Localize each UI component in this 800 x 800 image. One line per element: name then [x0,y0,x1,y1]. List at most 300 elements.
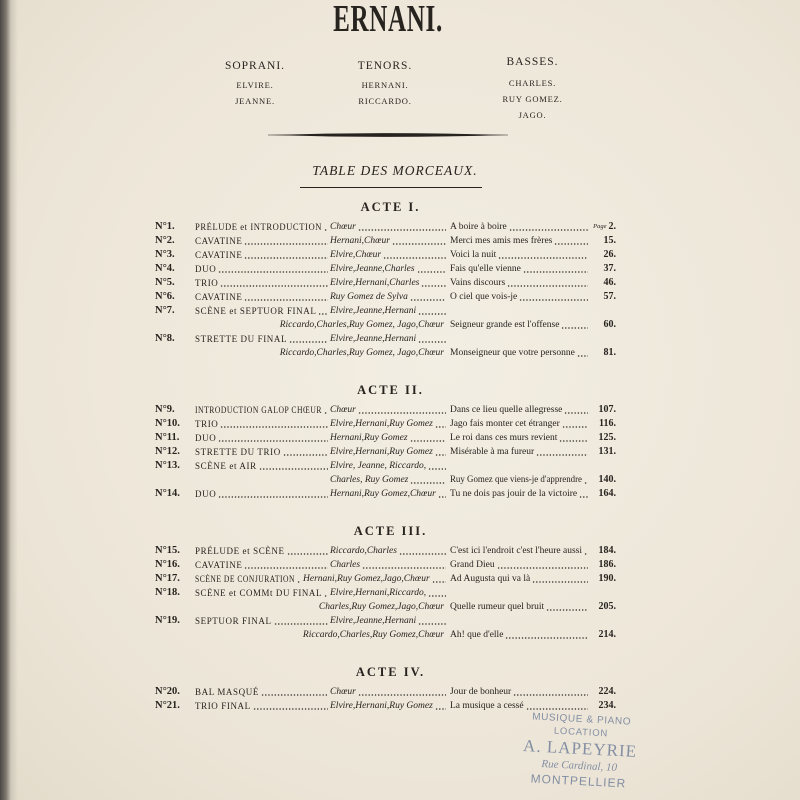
piece-row [155,290,616,304]
dot-leader [428,468,446,470]
dot-leader [432,581,446,583]
dot-leader [421,285,446,287]
role-name: JAGO. [518,110,547,120]
page-number-cell [590,558,616,572]
piece-number-cell [155,473,195,487]
piece-title: TRIO FINAL [195,701,251,711]
dot-leader [261,694,328,696]
stamp-address: Rue Cardinal, 10 [541,758,618,774]
dot-leader [358,412,446,414]
piece-number-cell [155,290,195,304]
piece-incipit-cell [448,248,590,262]
piece-incipit: Jago fais monter cet étranger [450,419,560,429]
page-number-cell [590,431,616,445]
piece-voices-continuation: Riccardo,Charles,Ruy Gomez,Chœur [302,630,444,640]
piece-row-continuation [155,346,616,360]
piece-title-cell [195,572,303,586]
piece-incipit-cell [448,431,590,445]
piece-title-cell [195,262,330,276]
voice-type-heading: TENORS. [357,60,413,72]
dot-leader [438,496,446,498]
act-section [155,518,616,642]
page-number: 107. [598,404,616,415]
dot-leader [435,708,446,710]
act-section [155,194,616,360]
piece-incipit-cell [448,445,590,459]
piece-row [155,220,616,234]
page-number: 131. [598,446,616,457]
dot-leader [244,567,328,569]
piece-incipit-cell [448,685,590,699]
piece-row-continuation [155,473,616,487]
piece-number: N°16. [155,559,180,570]
act-heading: ACTE IV. [355,665,426,679]
page-number-cell [590,403,616,417]
page-number: 116. [599,418,616,429]
dot-leader [561,327,588,329]
dot-leader [218,496,328,498]
dealer-stamp [503,709,657,793]
page-number: 140. [598,474,616,485]
dot-leader [584,482,588,484]
piece-title-cell [195,586,330,600]
dot-leader [392,243,446,245]
piece-incipit-cell [448,586,590,600]
piece-number-cell [155,403,195,417]
piece-voices-cell [330,699,448,713]
dot-leader [410,482,446,484]
piece-voices-cell [330,248,448,262]
piece-incipit: Jour de bonheur [450,687,512,697]
page-number-cell [590,234,616,248]
piece-number-cell [155,586,195,600]
piece-title: DUO [195,489,217,499]
piece-number-cell [155,431,195,445]
page-number: 46. [603,277,616,288]
piece-title: PRÉLUDE et SCÈNE [195,546,285,556]
dot-leader [554,243,588,245]
piece-incipit-cell [448,346,590,360]
page-number: 184. [598,545,616,556]
piece-incipit-cell [448,290,590,304]
piece-row [155,572,616,586]
piece-voices: Elvire,Hernani,Ruy Gomez [330,419,433,429]
dot-leader [244,257,328,259]
piece-voices-continuation: Riccardo,Charles,Ruy Gomez, Jago,Chœur [279,348,444,358]
dot-leader [498,257,588,259]
page-number: 205. [598,601,616,612]
piece-number-cell [155,304,195,318]
dot-leader [559,440,588,442]
act-heading: ACTE III. [353,524,428,538]
act-heading: ACTE I. [360,200,421,214]
piece-row [155,332,616,346]
piece-voices: Hernani,Ruy Gomez [330,433,408,443]
piece-title-cell [195,290,330,304]
piece-title-cell [195,445,330,459]
piece-row-continuation [155,600,616,614]
piece-title-cell [195,685,330,699]
dot-leader [383,257,446,259]
piece-number-cell [155,558,195,572]
piece-number-cell [155,276,195,290]
page-number-cell [590,473,616,487]
page-number: 57. [603,291,616,302]
piece-incipit: Grand Dieu [450,560,495,570]
piece-incipit: Merci mes amis mes frères [450,236,553,246]
piece-title: BAL MASQUÉ [195,687,259,697]
piece-voices-cell [330,276,448,290]
piece-title-cell [195,220,330,234]
piece-incipit: Monseigneur que votre personne [450,348,575,358]
piece-voices: Hernani,Ruy Gomez,Jago,Chœur [303,574,430,584]
piece-voices: Hernani,Ruy Gomez,Chœur [330,489,436,499]
piece-number: N°4. [155,263,175,274]
piece-number: N°17. [155,573,180,584]
piece-title-cell [195,417,330,431]
piece-number-cell [155,544,195,558]
piece-voices: Ruy Gomez de Sylva [330,292,408,302]
piece-voices-cell [330,459,448,473]
piece-incipit: Fais qu'elle vienne [450,264,521,274]
piece-title: STRETTE DU FINAL [195,334,288,344]
voice-type-heading: SOPRANI. [224,60,286,72]
piece-number: N°6. [155,291,175,302]
piece-incipit-cell [448,572,590,586]
dot-leader [435,454,446,456]
piece-incipit-cell [448,304,590,318]
piece-number: N°7. [155,305,175,316]
page-number-cell [590,318,616,332]
dot-leader [513,694,588,696]
piece-incipit-cell [448,276,590,290]
page-number-cell [590,699,616,713]
role-list [195,77,315,109]
stamp-city: MONTPELLIER [530,771,627,791]
piece-row-continuation [155,628,616,642]
dot-leader [417,271,446,273]
piece-number-cell [155,318,195,332]
page-number: 164. [598,488,616,499]
dot-leader [274,623,328,625]
piece-voices: Elvire, Jeanne, Riccardo, [330,461,427,471]
piece-voices-cell [330,417,448,431]
page-number-cell [590,459,616,473]
voice-type-heading: BASSES. [506,56,559,68]
page-number: 190. [598,573,616,584]
piece-incipit-cell [448,403,590,417]
page-number: 214. [598,629,616,640]
dot-leader [253,708,328,710]
page-number-cell [590,572,616,586]
dot-leader [244,299,328,301]
piece-voices: Elvire,Hernani,Ruy Gomez [330,447,433,457]
piece-title: SCÈNE et AIR [195,461,257,471]
page-number: 15. [603,235,616,246]
piece-number: N°20. [155,686,180,697]
act-section [155,659,616,713]
dot-leader [318,313,328,315]
dot-leader [546,609,588,611]
piece-incipit-cell [448,628,590,642]
page-number-cell [590,614,616,628]
dot-leader [358,694,446,696]
piece-voices-cell [330,403,448,417]
dot-leader [562,426,588,428]
dot-leader [283,454,328,456]
page-number-cell [590,445,616,459]
piece-title: SCÈNE et SEPTUOR FINAL [195,306,317,316]
page-number-cell [590,290,616,304]
piece-number-cell [155,699,195,713]
piece-incipit-cell [448,262,590,276]
piece-number: N°14. [155,488,180,499]
page-number-cell [590,332,616,346]
piece-incipit-cell [448,318,590,332]
dot-leader [523,271,588,273]
piece-voices-cell [330,220,448,234]
dot-leader [532,581,588,583]
page-number-cell [590,304,616,318]
piece-number: N°2. [155,235,175,246]
piece-incipit: O ciel que vois-je [450,292,518,302]
piece-incipit: La musique a cessé [450,701,524,711]
dot-leader [497,567,588,569]
piece-row [155,544,616,558]
piece-incipit-cell [448,234,590,248]
piece-number: N°3. [155,249,175,260]
piece-number: N°8. [155,333,175,344]
page-number-cell [590,262,616,276]
piece-number-cell [155,600,195,614]
piece-voices: Elvire,Hernani,Charles [330,278,420,288]
act-section [155,377,616,501]
dot-leader [505,637,588,639]
piece-incipit-cell [448,600,590,614]
piece-number: N°5. [155,277,175,288]
piece-row [155,262,616,276]
piece-number-cell [155,332,195,346]
piece-number: N°11. [155,432,180,443]
dot-leader [428,595,446,597]
piece-incipit: C'est ici l'endroit c'est l'heure aussi [450,546,582,556]
page-number: 37. [603,263,616,274]
dot-leader [289,341,328,343]
piece-title: CAVATINE [195,560,243,570]
piece-row [155,445,616,459]
piece-number-cell [155,346,195,360]
stamp-dealer-name: A. LAPEYRIE [522,736,638,761]
piece-row [155,403,616,417]
piece-voices: Elvire,Hernani,Ruy Gomez [330,701,433,711]
decorative-rule [268,128,508,142]
piece-title: DUO [195,433,217,443]
dot-leader [507,285,588,287]
dot-leader [287,553,328,555]
piece-voices: Riccardo,Charles [330,546,397,556]
piece-voices: Elvire,Jeanne,Hernani [330,616,417,626]
piece-title-cell [195,431,330,445]
piece-number-cell [155,572,195,586]
piece-number: N°19. [155,615,180,626]
piece-voices-cell [330,586,448,600]
piece-voices-cell [330,332,448,346]
page-number: 60. [603,319,616,330]
piece-row [155,234,616,248]
heading-underline [300,187,482,188]
role-name: RICCARDO. [358,96,412,106]
page-number-cell [590,628,616,642]
piece-row [155,487,616,501]
dot-leader [410,299,446,301]
piece-row [155,431,616,445]
page-number-cell [590,220,616,234]
piece-incipit-cell [448,487,590,501]
piece-incipit-cell [448,332,590,346]
piece-voices-continuation: Charles, Ruy Gomez [330,475,409,485]
piece-incipit: Dans ce lieu quelle allegresse [450,405,563,415]
piece-title-cell [195,544,330,558]
piece-title: DUO [195,264,217,274]
piece-number-cell [155,614,195,628]
piece-incipit: Tu ne dois pas jouir de la victoire [450,489,578,499]
role-name: CHARLES. [508,78,557,88]
piece-incipit-cell [448,417,590,431]
dot-leader [324,229,328,231]
piece-number: N°13. [155,460,180,471]
piece-incipit: Misérable à ma fureur [450,447,535,457]
piece-incipit: Ruy Gomez que viens-je d'apprendre [450,475,582,485]
page-number-cell [590,600,616,614]
page-number: 2. [608,221,616,232]
piece-voices-cell [330,431,448,445]
piece-title: SCÈNE et COMMt DU FINAL [195,588,322,598]
dot-leader [564,412,588,414]
piece-voices: Chœur [330,405,356,415]
stamp-line: LOCATION [553,725,609,740]
dot-leader [519,299,588,301]
piece-incipit: Ad Augusta qui va là [450,574,531,584]
act-heading: ACTE II. [357,383,424,397]
piece-number: N°18. [155,587,180,598]
page-number: 224. [598,686,616,697]
role-name: HERNANI. [361,80,409,90]
piece-incipit-cell [448,220,590,234]
piece-title: SCÈNE DE CONJURATION [195,574,295,584]
piece-title: SEPTUOR FINAL [195,616,272,626]
piece-voices: Elvire,Chœur [330,250,382,260]
dot-leader [259,468,328,470]
dot-leader [218,440,328,442]
dot-leader [220,426,328,428]
piece-voices-continuation-cell [195,473,448,487]
piece-number: N°1. [155,221,175,232]
piece-incipit: Seigneur grande est l'offense [450,320,560,330]
piece-title: INTRODUCTION GALOP CHŒUR [195,405,322,415]
dot-leader [509,229,588,231]
piece-incipit: Voici la nuit [450,250,497,260]
piece-number-cell [155,628,195,642]
page-number-cell [590,586,616,600]
piece-voices-cell [330,290,448,304]
piece-title-cell [195,234,330,248]
piece-voices-continuation-cell [195,628,448,642]
role-list [325,77,445,109]
piece-title-cell [195,332,330,346]
role-name: RUY GOMEZ. [502,94,563,104]
piece-number: N°9. [155,404,175,415]
piece-voices-continuation: Riccardo,Charles,Ruy Gomez, Jago,Chœur [279,320,444,330]
piece-row [155,685,616,699]
dot-leader [244,243,328,245]
piece-incipit-cell [448,558,590,572]
page-label: Page [593,223,607,230]
page-number-cell [590,248,616,262]
piece-row [155,614,616,628]
opera-title: ERNANI. [333,0,443,40]
piece-title-cell [195,248,330,262]
piece-incipit-cell [448,473,590,487]
page-number-cell [590,346,616,360]
piece-voices-cell [330,234,448,248]
piece-number-cell [155,487,195,501]
page-number-cell [590,417,616,431]
dot-leader [536,454,588,456]
dot-leader [324,412,328,414]
piece-voices-cell [303,572,448,586]
piece-voices: Chœur [330,222,356,232]
dot-leader [418,313,446,315]
piece-voices-continuation-cell [195,346,448,360]
piece-title: TRIO [195,278,219,288]
piece-number-cell [155,262,195,276]
dot-leader [358,229,446,231]
role-name: JEANNE. [235,96,275,106]
piece-number-cell [155,445,195,459]
role-list [470,75,595,123]
piece-title: CAVATINE [195,292,243,302]
piece-title-cell [195,487,330,501]
piece-incipit-cell [448,459,590,473]
piece-voices: Elvire,Jeanne,Charles [330,264,415,274]
page-number: 81. [603,347,616,358]
piece-voices: Chœur [330,687,356,697]
role-name: ELVIRE. [236,80,274,90]
piece-voices: Hernani,Chœur [330,236,390,246]
dot-leader [577,355,588,357]
piece-row-continuation [155,318,616,332]
piece-incipit: Quelle rumeur quel bruit [450,602,545,612]
piece-title-cell [195,614,330,628]
piece-row [155,586,616,600]
piece-number-cell [155,417,195,431]
piece-voices-continuation-cell [195,318,448,332]
piece-number-cell [155,459,195,473]
piece-number: N°10. [155,418,180,429]
piece-row [155,248,616,262]
stamp-line: MUSIQUE & PIANO [531,711,632,728]
piece-incipit-cell [448,614,590,628]
piece-voices: Charles [330,560,361,570]
piece-number-cell [155,234,195,248]
piece-voices: Elvire,Jeanne,Hernani [330,306,417,316]
contents-heading: TABLE DES MORCEAUX. [312,163,478,178]
piece-incipit: Ah! que d'elle [450,630,504,640]
piece-number-cell [155,685,195,699]
dot-leader [324,595,328,597]
piece-voices-cell [330,614,448,628]
piece-voices-continuation: Charles,Ruy Gomez,Jago,Chœur [318,602,444,612]
